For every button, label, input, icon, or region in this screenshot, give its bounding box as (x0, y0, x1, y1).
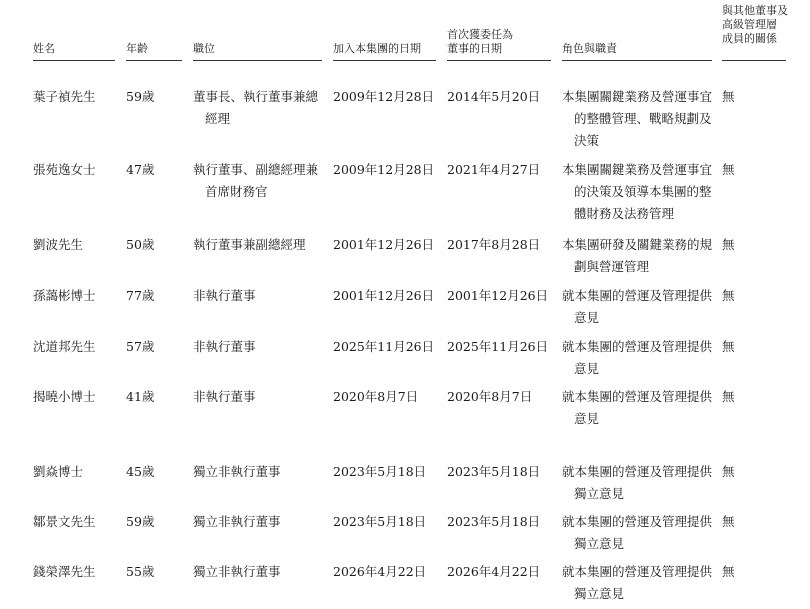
row6-role-line2: 意見 (574, 411, 600, 426)
header-appoint-line2: 董事的日期 (447, 42, 502, 55)
header-relation (722, 4, 788, 46)
header-rule-relation (722, 60, 786, 61)
row2-join-date: 2009年12月28日 (333, 162, 435, 177)
row8-name: 鄒景文先生 (33, 514, 96, 529)
row3-position: 執行董事兼副總經理 (193, 237, 306, 252)
row4-position: 非執行董事 (193, 288, 256, 303)
header-join-date: 加入本集團的日期 (333, 42, 421, 55)
row4-name: 孫藹彬博士 (33, 288, 96, 303)
row2-role-line1: 本集團關鍵業務及營運事宜 (562, 162, 713, 177)
header-role: 角色與職責 (562, 42, 617, 55)
row2-role-line3: 體財務及法務管理 (574, 206, 675, 221)
header-rule-appoint (447, 60, 551, 61)
row1-appoint-date: 2014年5月20日 (447, 89, 541, 104)
row5-role-line2: 意見 (574, 361, 600, 376)
row7-role-line2: 獨立意見 (574, 486, 625, 501)
header-rule-age (126, 60, 182, 61)
row1-name: 葉子禎先生 (33, 89, 96, 104)
row3-join-date: 2001年12月26日 (333, 237, 435, 252)
header-appoint-line1: 首次獲委任為 (447, 28, 513, 41)
row4-relation: 無 (722, 288, 735, 303)
row4-role-line2: 意見 (574, 310, 600, 325)
row8-appoint-date: 2023年5月18日 (447, 514, 541, 529)
row4-role (562, 285, 712, 329)
row9-relation: 無 (722, 564, 735, 579)
row6-relation: 無 (722, 389, 735, 404)
header-relation-line3: 成員的關係 (722, 32, 777, 45)
row2-appoint-date: 2021年4月27日 (447, 162, 541, 177)
header-relation-line2: 高級管理層 (722, 18, 777, 31)
row6-role (562, 386, 712, 430)
row8-role-line1: 就本集團的營運及管理提供 (562, 514, 713, 529)
row6-join-date: 2020年8月7日 (333, 389, 419, 404)
header-name: 姓名 (33, 42, 55, 55)
row4-appoint-date: 2001年12月26日 (447, 288, 549, 303)
row8-relation: 無 (722, 514, 735, 529)
row3-role (562, 234, 712, 278)
row2-role-line2: 的決策及領導本集團的整 (574, 184, 712, 199)
row6-age: 41歲 (126, 389, 155, 404)
row8-role (562, 511, 712, 555)
row2-role (562, 159, 712, 225)
header-rule-role (562, 60, 712, 61)
row4-join-date: 2001年12月26日 (333, 288, 435, 303)
row1-join-date: 2009年12月28日 (333, 89, 435, 104)
row2-relation: 無 (722, 162, 735, 177)
row2-position-line2: 首席財務官 (205, 184, 268, 199)
row9-join-date: 2026年4月22日 (333, 564, 427, 579)
row5-join-date: 2025年11月26日 (333, 339, 435, 354)
row7-role (562, 461, 712, 505)
row8-join-date: 2023年5月18日 (333, 514, 427, 529)
row3-name: 劉波先生 (33, 237, 84, 252)
row9-role (562, 561, 712, 605)
row5-name: 沈道邦先生 (33, 339, 96, 354)
row6-appoint-date: 2020年8月7日 (447, 389, 533, 404)
row9-appoint-date: 2026年4月22日 (447, 564, 541, 579)
row3-relation: 無 (722, 237, 735, 252)
row1-position-line1: 董事長、執行董事兼總 (193, 89, 319, 104)
row7-position: 獨立非執行董事 (193, 464, 281, 479)
row1-role-line2: 的整體管理、戰略規劃及 (574, 111, 712, 126)
row5-appoint-date: 2025年11月26日 (447, 339, 549, 354)
row5-age: 57歲 (126, 339, 155, 354)
row2-position-line1: 執行董事、副總經理兼 (193, 162, 319, 177)
row1-age: 59歲 (126, 89, 155, 104)
row5-position: 非執行董事 (193, 339, 256, 354)
header-rule-position (193, 60, 322, 61)
header-appoint-date (447, 28, 513, 56)
row8-role-line2: 獨立意見 (574, 536, 625, 551)
row7-role-line1: 就本集團的營運及管理提供 (562, 464, 713, 479)
row6-name: 揭曉小博士 (33, 389, 96, 404)
row2-age: 47歲 (126, 162, 155, 177)
row3-appoint-date: 2017年8月28日 (447, 237, 541, 252)
row3-age: 50歲 (126, 237, 155, 252)
row7-relation: 無 (722, 464, 735, 479)
header-rule-name (33, 60, 115, 61)
row7-join-date: 2023年5月18日 (333, 464, 427, 479)
header-relation-line1: 與其他董事及 (722, 4, 788, 17)
row2-name: 張苑逸女士 (33, 162, 96, 177)
row8-age: 59歲 (126, 514, 155, 529)
row9-name: 錢榮澤先生 (33, 564, 96, 579)
row1-role (562, 86, 712, 152)
row3-role-line1: 本集團研發及關鍵業務的規 (562, 237, 713, 252)
row1-relation: 無 (722, 89, 735, 104)
row6-position: 非執行董事 (193, 389, 256, 404)
row9-role-line1: 就本集團的營運及管理提供 (562, 564, 713, 579)
header-position: 職位 (193, 42, 215, 55)
row1-role-line1: 本集團關鍵業務及營運事宜 (562, 89, 713, 104)
row7-age: 45歲 (126, 464, 155, 479)
row1-position-line2: 經理 (205, 111, 231, 126)
row4-age: 77歲 (126, 288, 155, 303)
header-rule-join (333, 60, 436, 61)
row4-role-line1: 就本集團的營運及管理提供 (562, 288, 713, 303)
row1-role-line3: 決策 (574, 133, 600, 148)
row2-position (193, 159, 318, 203)
row5-relation: 無 (722, 339, 735, 354)
header-age: 年齡 (126, 42, 148, 55)
row3-role-line2: 劃與營運管理 (574, 259, 650, 274)
row5-role (562, 336, 712, 380)
row7-appoint-date: 2023年5月18日 (447, 464, 541, 479)
row6-role-line1: 就本集團的營運及管理提供 (562, 389, 713, 404)
row5-role-line1: 就本集團的營運及管理提供 (562, 339, 713, 354)
row9-role-line2: 獨立意見 (574, 586, 625, 601)
row7-name: 劉焱博士 (33, 464, 84, 479)
row8-position: 獨立非執行董事 (193, 514, 281, 529)
row9-age: 55歲 (126, 564, 155, 579)
row9-position: 獨立非執行董事 (193, 564, 281, 579)
row1-position (193, 86, 318, 130)
